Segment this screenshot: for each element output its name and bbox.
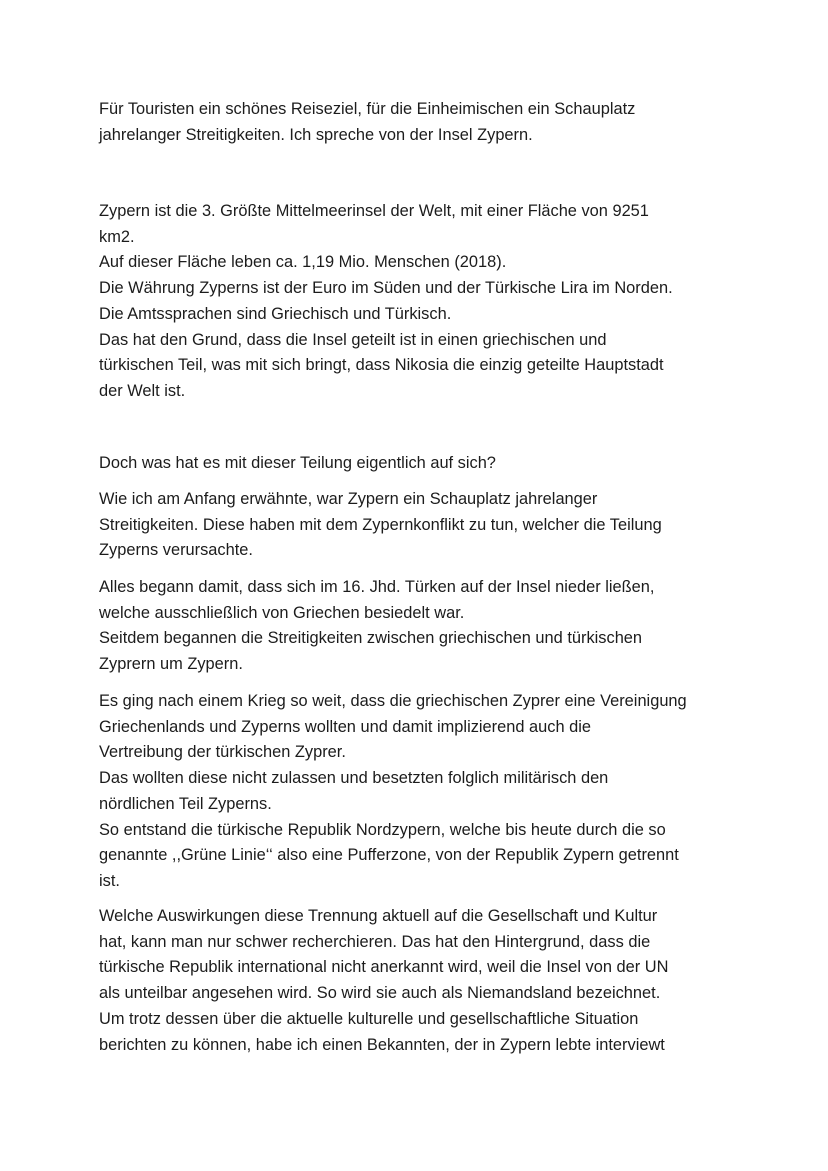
text-line: türkische Republik international nicht anerkannt wird, weil die Insel von der UN xyxy=(99,958,669,977)
text-line: Welche Auswirkungen diese Trennung aktuell auf die Gesellschaft und Kultur xyxy=(99,907,658,925)
paragraph-effects xyxy=(99,904,759,1058)
text-line: Zyprern um Zypern. xyxy=(99,655,243,674)
text-line: Vertreibung der türkischen Zyprer. xyxy=(99,743,346,762)
text-line: nördlichen Teil Zyperns. xyxy=(99,794,272,813)
text-line: Für Touristen ein schönes Reiseziel, für die Einheimischen ein Schauplatz xyxy=(99,100,636,118)
text-line: km2. xyxy=(99,227,135,246)
paragraph-history-intro xyxy=(99,487,759,564)
text-line: Auf dieser Fläche leben ca. 1,19 Mio. Menschen (2018). xyxy=(99,253,507,272)
text-line: Seitdem begannen die Streitigkeiten zwischen griechischen und türkischen xyxy=(99,629,643,648)
text-line: Es ging nach einem Krieg so weit, dass die griechischen Zyprer eine Vereinigung xyxy=(99,692,687,710)
text-line: Um trotz dessen über die aktuelle kulturelle und gesellschaftliche Situation xyxy=(99,1009,639,1028)
text-line: türkischen Teil, was mit sich bringt, dass Nikosia die einzig geteilte Hauptstadt xyxy=(99,356,664,375)
text-line: Wie ich am Anfang erwähnte, war Zypern ein Schauplatz jahrelanger xyxy=(99,490,598,508)
text-line: Doch was hat es mit dieser Teilung eigentlich auf sich? xyxy=(99,454,496,472)
text-line: Zyperns verursachte. xyxy=(99,541,253,560)
text-line: ist. xyxy=(99,871,120,890)
text-line: welche ausschließlich von Griechen besiedelt war. xyxy=(99,603,465,622)
paragraph-facts xyxy=(99,199,759,405)
text-line: Alles begann damit, dass sich im 16. Jhd. Türken auf der Insel nieder ließen, xyxy=(99,578,655,596)
paragraph-intro xyxy=(99,97,759,148)
text-line: hat, kann man nur schwer recherchieren. Das hat den Hintergrund, dass die xyxy=(99,932,651,951)
text-line: jahrelanger Streitigkeiten. Ich spreche von der Insel Zypern. xyxy=(99,125,533,144)
text-line: Das hat den Grund, dass die Insel geteilt ist in einen griechischen und xyxy=(99,330,607,349)
text-line: Zypern ist die 3. Größte Mittelmeerinsel der Welt, mit einer Fläche von 9251 xyxy=(99,202,649,220)
text-line: So entstand die türkische Republik Nordzypern, welche bis heute durch die so xyxy=(99,820,666,839)
text-line: Griechenlands und Zyperns wollten und damit implizierend auch die xyxy=(99,717,591,736)
text-line: der Welt ist. xyxy=(99,381,186,400)
text-line: berichten zu können, habe ich einen Bekannten, der in Zypern lebte interviewt xyxy=(99,1035,665,1054)
paragraph-question xyxy=(99,451,759,477)
text-line: Die Währung Zyperns ist der Euro im Süden und der Türkische Lira im Norden. xyxy=(99,279,673,298)
text-line: als unteilbar angesehen wird. So wird sie auch als Niemandsland bezeichnet. xyxy=(99,984,661,1003)
text-line: Streitigkeiten. Diese haben mit dem Zypernkonflikt zu tun, welcher die Teilung xyxy=(99,515,662,534)
text-line: genannte ,,Grüne Linie‘‘ also eine Pufferzone, von der Republik Zypern getrennt xyxy=(99,846,679,865)
text-line: Das wollten diese nicht zulassen und besetzten folglich militärisch den xyxy=(99,769,609,788)
paragraph-history-war xyxy=(99,689,759,895)
text-line: Die Amtssprachen sind Griechisch und Türkisch. xyxy=(99,304,452,323)
paragraph-history-begin xyxy=(99,575,759,678)
